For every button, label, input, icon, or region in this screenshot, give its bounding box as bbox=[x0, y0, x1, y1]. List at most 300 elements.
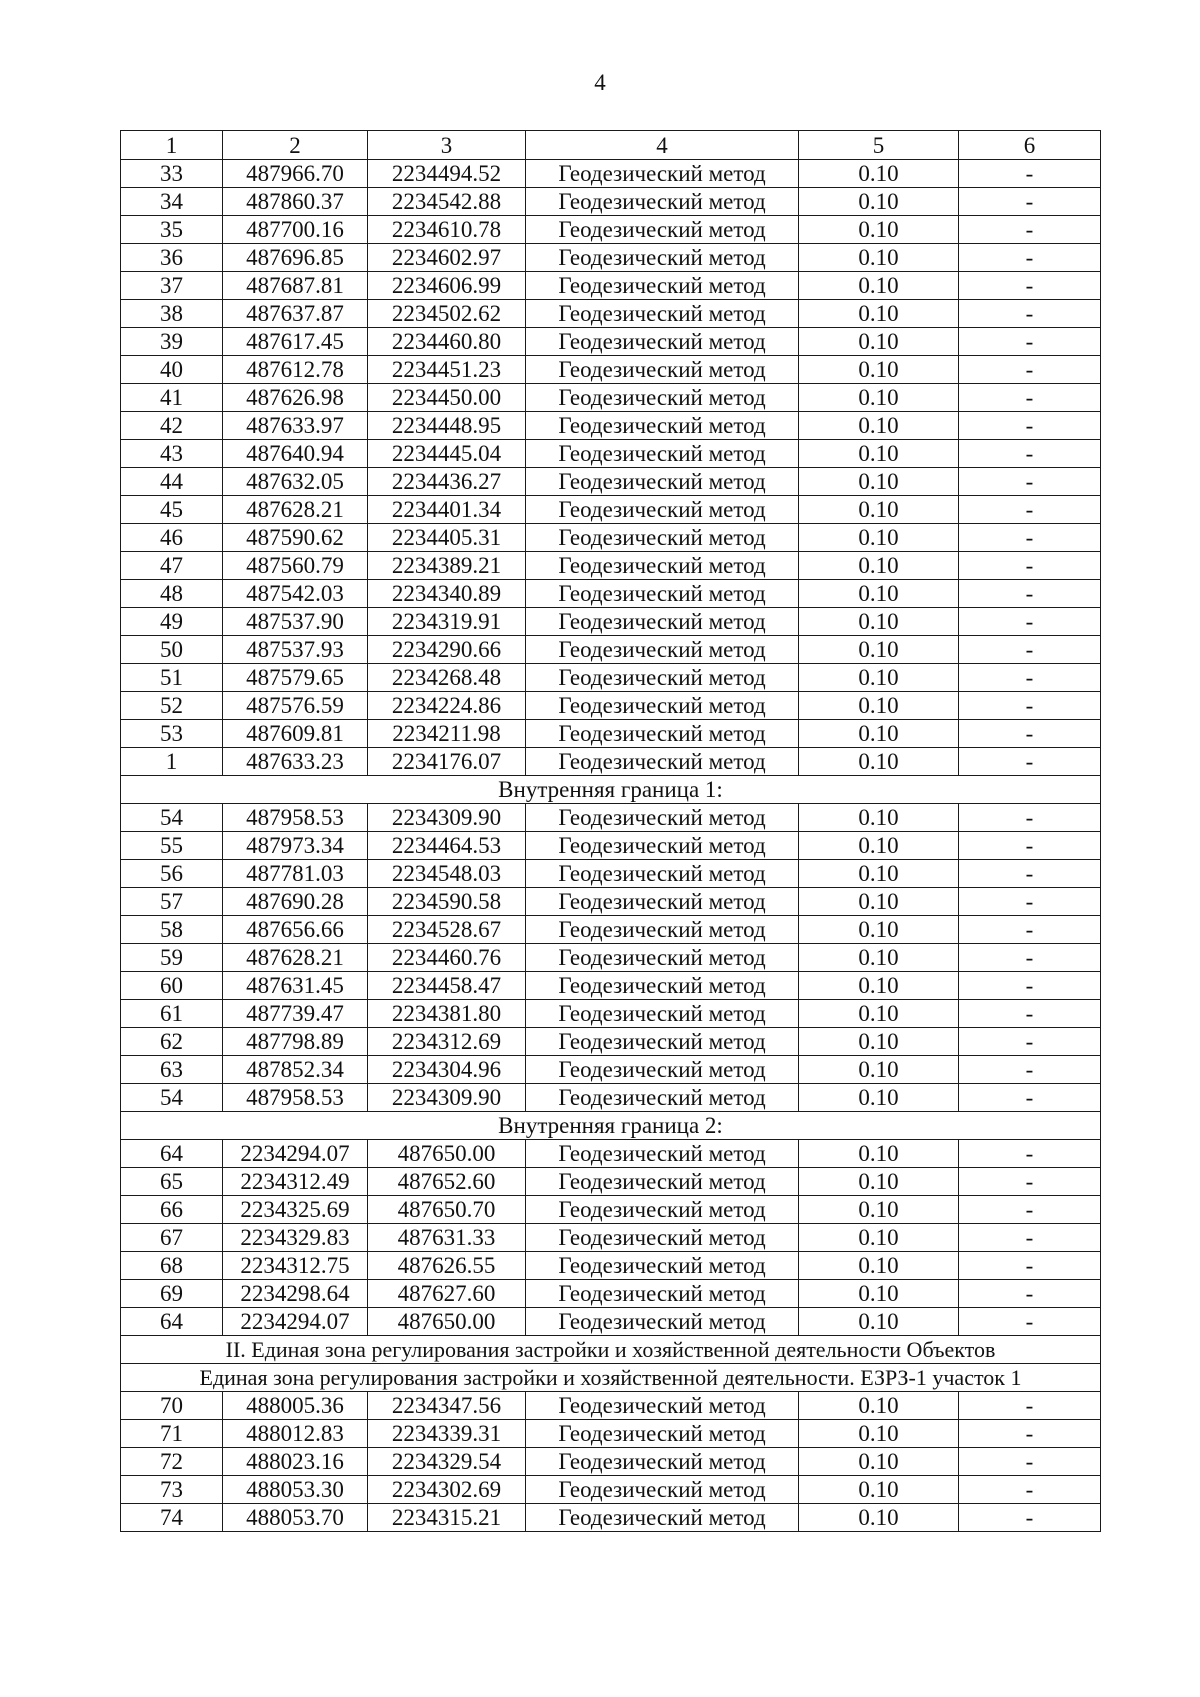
coordinate-x-cell: 487537.90 bbox=[223, 608, 368, 636]
coordinate-x-cell: 487579.65 bbox=[223, 664, 368, 692]
coordinate-x-cell: 487537.93 bbox=[223, 636, 368, 664]
note-cell: - bbox=[959, 384, 1101, 412]
point-number-cell: 51 bbox=[121, 664, 223, 692]
table-row bbox=[121, 972, 1101, 1000]
table-row bbox=[121, 1224, 1101, 1252]
point-number-cell: 56 bbox=[121, 860, 223, 888]
accuracy-cell: 0.10 bbox=[799, 216, 959, 244]
section-heading: Внутренняя граница 2: bbox=[121, 1112, 1101, 1140]
note-cell: - bbox=[959, 524, 1101, 552]
coordinate-y-cell: 2234401.34 bbox=[368, 496, 526, 524]
point-number-cell: 36 bbox=[121, 244, 223, 272]
coordinate-y-cell: 2234347.56 bbox=[368, 1392, 526, 1420]
accuracy-cell: 0.10 bbox=[799, 748, 959, 776]
point-number-cell: 69 bbox=[121, 1280, 223, 1308]
method-cell: Геодезический метод bbox=[526, 972, 799, 1000]
note-cell: - bbox=[959, 916, 1101, 944]
accuracy-cell: 0.10 bbox=[799, 1420, 959, 1448]
method-cell: Геодезический метод bbox=[526, 384, 799, 412]
coordinate-x-cell: 487632.05 bbox=[223, 468, 368, 496]
table-row bbox=[121, 1196, 1101, 1224]
coordinate-y-cell: 2234542.88 bbox=[368, 188, 526, 216]
coordinate-y-cell: 2234458.47 bbox=[368, 972, 526, 1000]
accuracy-cell: 0.10 bbox=[799, 328, 959, 356]
table-row bbox=[121, 160, 1101, 188]
coordinate-x-cell: 2234312.49 bbox=[223, 1168, 368, 1196]
coordinate-x-cell: 487656.66 bbox=[223, 916, 368, 944]
note-cell: - bbox=[959, 328, 1101, 356]
coordinate-y-cell: 2234389.21 bbox=[368, 552, 526, 580]
note-cell: - bbox=[959, 496, 1101, 524]
coordinate-x-cell: 487626.98 bbox=[223, 384, 368, 412]
table-row bbox=[121, 860, 1101, 888]
point-number-cell: 44 bbox=[121, 468, 223, 496]
coordinate-x-cell: 487700.16 bbox=[223, 216, 368, 244]
accuracy-cell: 0.10 bbox=[799, 1504, 959, 1532]
point-number-cell: 54 bbox=[121, 804, 223, 832]
coordinate-y-cell: 2234176.07 bbox=[368, 748, 526, 776]
note-cell: - bbox=[959, 1196, 1101, 1224]
method-cell: Геодезический метод bbox=[526, 1476, 799, 1504]
coordinate-y-cell: 487650.00 bbox=[368, 1308, 526, 1336]
point-number-cell: 60 bbox=[121, 972, 223, 1000]
column-number-cell: 1 bbox=[121, 131, 223, 160]
accuracy-cell: 0.10 bbox=[799, 188, 959, 216]
table-row bbox=[121, 1448, 1101, 1476]
coordinate-x-cell: 487696.85 bbox=[223, 244, 368, 272]
point-number-cell: 33 bbox=[121, 160, 223, 188]
coordinate-y-cell: 2234448.95 bbox=[368, 412, 526, 440]
column-number-cell: 6 bbox=[959, 131, 1101, 160]
note-cell: - bbox=[959, 832, 1101, 860]
accuracy-cell: 0.10 bbox=[799, 1252, 959, 1280]
note-cell: - bbox=[959, 552, 1101, 580]
section-heading: Единая зона регулирования застройки и хозяйственной деятельности. ЕЗРЗ-1 участок 1 bbox=[121, 1364, 1101, 1392]
coordinate-y-cell: 2234450.00 bbox=[368, 384, 526, 412]
coordinate-x-cell: 2234325.69 bbox=[223, 1196, 368, 1224]
accuracy-cell: 0.10 bbox=[799, 1028, 959, 1056]
note-cell: - bbox=[959, 216, 1101, 244]
accuracy-cell: 0.10 bbox=[799, 888, 959, 916]
note-cell: - bbox=[959, 1000, 1101, 1028]
coordinate-y-cell: 2234304.96 bbox=[368, 1056, 526, 1084]
coordinate-y-cell: 487650.70 bbox=[368, 1196, 526, 1224]
point-number-cell: 55 bbox=[121, 832, 223, 860]
accuracy-cell: 0.10 bbox=[799, 412, 959, 440]
accuracy-cell: 0.10 bbox=[799, 272, 959, 300]
method-cell: Геодезический метод bbox=[526, 440, 799, 468]
column-number-row bbox=[121, 131, 1101, 160]
table-row bbox=[121, 300, 1101, 328]
method-cell: Геодезический метод bbox=[526, 1504, 799, 1532]
coordinate-y-cell: 2234602.97 bbox=[368, 244, 526, 272]
accuracy-cell: 0.10 bbox=[799, 496, 959, 524]
method-cell: Геодезический метод bbox=[526, 748, 799, 776]
coordinate-y-cell: 2234460.80 bbox=[368, 328, 526, 356]
method-cell: Геодезический метод bbox=[526, 1084, 799, 1112]
method-cell: Геодезический метод bbox=[526, 692, 799, 720]
coordinate-y-cell: 2234405.31 bbox=[368, 524, 526, 552]
method-cell: Геодезический метод bbox=[526, 720, 799, 748]
table-row bbox=[121, 664, 1101, 692]
note-cell: - bbox=[959, 440, 1101, 468]
table-row bbox=[121, 748, 1101, 776]
coordinate-x-cell: 488053.30 bbox=[223, 1476, 368, 1504]
method-cell: Геодезический метод bbox=[526, 1056, 799, 1084]
coordinate-y-cell: 2234494.52 bbox=[368, 160, 526, 188]
coordinates-table-container bbox=[120, 130, 1100, 1532]
coordinate-y-cell: 487626.55 bbox=[368, 1252, 526, 1280]
coordinate-x-cell: 487958.53 bbox=[223, 804, 368, 832]
point-number-cell: 72 bbox=[121, 1448, 223, 1476]
method-cell: Геодезический метод bbox=[526, 888, 799, 916]
coordinate-x-cell: 488012.83 bbox=[223, 1420, 368, 1448]
method-cell: Геодезический метод bbox=[526, 664, 799, 692]
method-cell: Геодезический метод bbox=[526, 1196, 799, 1224]
table-row bbox=[121, 692, 1101, 720]
note-cell: - bbox=[959, 1028, 1101, 1056]
accuracy-cell: 0.10 bbox=[799, 1084, 959, 1112]
coordinate-x-cell: 2234294.07 bbox=[223, 1140, 368, 1168]
column-number-cell: 2 bbox=[223, 131, 368, 160]
method-cell: Геодезический метод bbox=[526, 1140, 799, 1168]
method-cell: Геодезический метод bbox=[526, 188, 799, 216]
note-cell: - bbox=[959, 1308, 1101, 1336]
coordinate-y-cell: 2234290.66 bbox=[368, 636, 526, 664]
point-number-cell: 73 bbox=[121, 1476, 223, 1504]
section-heading: Внутренняя граница 1: bbox=[121, 776, 1101, 804]
table-row bbox=[121, 1392, 1101, 1420]
accuracy-cell: 0.10 bbox=[799, 1448, 959, 1476]
coordinate-y-cell: 487650.00 bbox=[368, 1140, 526, 1168]
note-cell: - bbox=[959, 720, 1101, 748]
coordinate-y-cell: 2234445.04 bbox=[368, 440, 526, 468]
point-number-cell: 74 bbox=[121, 1504, 223, 1532]
coordinate-y-cell: 2234502.62 bbox=[368, 300, 526, 328]
section-heading-row bbox=[121, 1112, 1101, 1140]
column-number-cell: 3 bbox=[368, 131, 526, 160]
point-number-cell: 63 bbox=[121, 1056, 223, 1084]
method-cell: Геодезический метод bbox=[526, 300, 799, 328]
accuracy-cell: 0.10 bbox=[799, 244, 959, 272]
accuracy-cell: 0.10 bbox=[799, 524, 959, 552]
column-number-cell: 5 bbox=[799, 131, 959, 160]
point-number-cell: 64 bbox=[121, 1308, 223, 1336]
coordinate-x-cell: 487640.94 bbox=[223, 440, 368, 468]
note-cell: - bbox=[959, 1504, 1101, 1532]
note-cell: - bbox=[959, 300, 1101, 328]
accuracy-cell: 0.10 bbox=[799, 1392, 959, 1420]
accuracy-cell: 0.10 bbox=[799, 664, 959, 692]
point-number-cell: 41 bbox=[121, 384, 223, 412]
point-number-cell: 38 bbox=[121, 300, 223, 328]
coordinate-x-cell: 487612.78 bbox=[223, 356, 368, 384]
point-number-cell: 47 bbox=[121, 552, 223, 580]
coordinate-x-cell: 487860.37 bbox=[223, 188, 368, 216]
point-number-cell: 65 bbox=[121, 1168, 223, 1196]
note-cell: - bbox=[959, 608, 1101, 636]
coordinate-x-cell: 487628.21 bbox=[223, 944, 368, 972]
coordinate-x-cell: 487631.45 bbox=[223, 972, 368, 1000]
note-cell: - bbox=[959, 1392, 1101, 1420]
note-cell: - bbox=[959, 860, 1101, 888]
accuracy-cell: 0.10 bbox=[799, 972, 959, 1000]
table-row bbox=[121, 636, 1101, 664]
note-cell: - bbox=[959, 888, 1101, 916]
coordinate-x-cell: 487958.53 bbox=[223, 1084, 368, 1112]
table-row bbox=[121, 1308, 1101, 1336]
note-cell: - bbox=[959, 580, 1101, 608]
table-row bbox=[121, 1476, 1101, 1504]
coordinate-x-cell: 487560.79 bbox=[223, 552, 368, 580]
accuracy-cell: 0.10 bbox=[799, 860, 959, 888]
point-number-cell: 61 bbox=[121, 1000, 223, 1028]
table-row bbox=[121, 412, 1101, 440]
coordinate-y-cell: 487631.33 bbox=[368, 1224, 526, 1252]
coordinate-x-cell: 487966.70 bbox=[223, 160, 368, 188]
point-number-cell: 62 bbox=[121, 1028, 223, 1056]
note-cell: - bbox=[959, 1448, 1101, 1476]
accuracy-cell: 0.10 bbox=[799, 1280, 959, 1308]
point-number-cell: 39 bbox=[121, 328, 223, 356]
table-row bbox=[121, 384, 1101, 412]
table-row bbox=[121, 440, 1101, 468]
table-row bbox=[121, 944, 1101, 972]
table-row bbox=[121, 1056, 1101, 1084]
point-number-cell: 57 bbox=[121, 888, 223, 916]
note-cell: - bbox=[959, 1084, 1101, 1112]
table-row bbox=[121, 580, 1101, 608]
note-cell: - bbox=[959, 636, 1101, 664]
column-number-cell: 4 bbox=[526, 131, 799, 160]
coordinate-x-cell: 2234312.75 bbox=[223, 1252, 368, 1280]
method-cell: Геодезический метод bbox=[526, 1168, 799, 1196]
table-row bbox=[121, 888, 1101, 916]
note-cell: - bbox=[959, 1140, 1101, 1168]
method-cell: Геодезический метод bbox=[526, 804, 799, 832]
method-cell: Геодезический метод bbox=[526, 216, 799, 244]
point-number-cell: 48 bbox=[121, 580, 223, 608]
point-number-cell: 59 bbox=[121, 944, 223, 972]
coordinate-x-cell: 487633.97 bbox=[223, 412, 368, 440]
coordinate-x-cell: 487739.47 bbox=[223, 1000, 368, 1028]
coordinate-y-cell: 2234309.90 bbox=[368, 804, 526, 832]
table-row bbox=[121, 1252, 1101, 1280]
section-heading-row bbox=[121, 1364, 1101, 1392]
note-cell: - bbox=[959, 160, 1101, 188]
method-cell: Геодезический метод bbox=[526, 272, 799, 300]
note-cell: - bbox=[959, 468, 1101, 496]
accuracy-cell: 0.10 bbox=[799, 1224, 959, 1252]
coordinate-x-cell: 487781.03 bbox=[223, 860, 368, 888]
table-row bbox=[121, 328, 1101, 356]
method-cell: Геодезический метод bbox=[526, 1420, 799, 1448]
coordinate-y-cell: 2234590.58 bbox=[368, 888, 526, 916]
section-heading-row bbox=[121, 776, 1101, 804]
point-number-cell: 66 bbox=[121, 1196, 223, 1224]
table-row bbox=[121, 608, 1101, 636]
coordinate-y-cell: 2234548.03 bbox=[368, 860, 526, 888]
coordinates-table bbox=[120, 130, 1101, 1532]
table-row bbox=[121, 356, 1101, 384]
table-row bbox=[121, 1028, 1101, 1056]
coordinate-y-cell: 487652.60 bbox=[368, 1168, 526, 1196]
table-row bbox=[121, 272, 1101, 300]
coordinate-y-cell: 2234381.80 bbox=[368, 1000, 526, 1028]
page-number: 4 bbox=[594, 70, 606, 95]
note-cell: - bbox=[959, 748, 1101, 776]
table-row bbox=[121, 244, 1101, 272]
point-number-cell: 52 bbox=[121, 692, 223, 720]
table-row bbox=[121, 720, 1101, 748]
method-cell: Геодезический метод bbox=[526, 1392, 799, 1420]
coordinate-y-cell: 2234339.31 bbox=[368, 1420, 526, 1448]
note-cell: - bbox=[959, 1168, 1101, 1196]
accuracy-cell: 0.10 bbox=[799, 1476, 959, 1504]
point-number-cell: 54 bbox=[121, 1084, 223, 1112]
coordinate-y-cell: 2234329.54 bbox=[368, 1448, 526, 1476]
coordinate-x-cell: 487637.87 bbox=[223, 300, 368, 328]
point-number-cell: 71 bbox=[121, 1420, 223, 1448]
method-cell: Геодезический метод bbox=[526, 412, 799, 440]
point-number-cell: 46 bbox=[121, 524, 223, 552]
accuracy-cell: 0.10 bbox=[799, 1168, 959, 1196]
accuracy-cell: 0.10 bbox=[799, 1000, 959, 1028]
note-cell: - bbox=[959, 1280, 1101, 1308]
coordinate-x-cell: 487576.59 bbox=[223, 692, 368, 720]
note-cell: - bbox=[959, 1056, 1101, 1084]
accuracy-cell: 0.10 bbox=[799, 692, 959, 720]
note-cell: - bbox=[959, 1420, 1101, 1448]
method-cell: Геодезический метод bbox=[526, 1280, 799, 1308]
accuracy-cell: 0.10 bbox=[799, 468, 959, 496]
note-cell: - bbox=[959, 1252, 1101, 1280]
coordinate-x-cell: 2234329.83 bbox=[223, 1224, 368, 1252]
note-cell: - bbox=[959, 664, 1101, 692]
note-cell: - bbox=[959, 244, 1101, 272]
accuracy-cell: 0.10 bbox=[799, 1140, 959, 1168]
method-cell: Геодезический метод bbox=[526, 1028, 799, 1056]
method-cell: Геодезический метод bbox=[526, 552, 799, 580]
method-cell: Геодезический метод bbox=[526, 608, 799, 636]
coordinate-y-cell: 487627.60 bbox=[368, 1280, 526, 1308]
note-cell: - bbox=[959, 972, 1101, 1000]
coordinate-y-cell: 2234319.91 bbox=[368, 608, 526, 636]
section-heading-row bbox=[121, 1336, 1101, 1364]
coordinate-y-cell: 2234436.27 bbox=[368, 468, 526, 496]
method-cell: Геодезический метод bbox=[526, 1252, 799, 1280]
accuracy-cell: 0.10 bbox=[799, 944, 959, 972]
coordinate-x-cell: 487687.81 bbox=[223, 272, 368, 300]
coordinate-x-cell: 487690.28 bbox=[223, 888, 368, 916]
accuracy-cell: 0.10 bbox=[799, 720, 959, 748]
accuracy-cell: 0.10 bbox=[799, 384, 959, 412]
method-cell: Геодезический метод bbox=[526, 1448, 799, 1476]
table-row bbox=[121, 188, 1101, 216]
point-number-cell: 43 bbox=[121, 440, 223, 468]
table-row bbox=[121, 804, 1101, 832]
coordinate-x-cell: 2234298.64 bbox=[223, 1280, 368, 1308]
accuracy-cell: 0.10 bbox=[799, 552, 959, 580]
method-cell: Геодезический метод bbox=[526, 160, 799, 188]
accuracy-cell: 0.10 bbox=[799, 356, 959, 384]
coordinate-x-cell: 487798.89 bbox=[223, 1028, 368, 1056]
point-number-cell: 58 bbox=[121, 916, 223, 944]
note-cell: - bbox=[959, 412, 1101, 440]
method-cell: Геодезический метод bbox=[526, 636, 799, 664]
point-number-cell: 45 bbox=[121, 496, 223, 524]
point-number-cell: 67 bbox=[121, 1224, 223, 1252]
point-number-cell: 37 bbox=[121, 272, 223, 300]
coordinate-y-cell: 2234528.67 bbox=[368, 916, 526, 944]
table-row bbox=[121, 1084, 1101, 1112]
point-number-cell: 40 bbox=[121, 356, 223, 384]
note-cell: - bbox=[959, 944, 1101, 972]
section-heading: II. Единая зона регулирования застройки и хозяйственной деятельности Объектов bbox=[121, 1336, 1101, 1364]
table-row bbox=[121, 1420, 1101, 1448]
method-cell: Геодезический метод bbox=[526, 328, 799, 356]
table-row bbox=[121, 552, 1101, 580]
point-number-cell: 68 bbox=[121, 1252, 223, 1280]
method-cell: Геодезический метод bbox=[526, 944, 799, 972]
method-cell: Геодезический метод bbox=[526, 1224, 799, 1252]
accuracy-cell: 0.10 bbox=[799, 1056, 959, 1084]
note-cell: - bbox=[959, 1476, 1101, 1504]
coordinate-y-cell: 2234340.89 bbox=[368, 580, 526, 608]
method-cell: Геодезический метод bbox=[526, 1308, 799, 1336]
method-cell: Геодезический метод bbox=[526, 860, 799, 888]
point-number-cell: 53 bbox=[121, 720, 223, 748]
note-cell: - bbox=[959, 804, 1101, 832]
table-row bbox=[121, 1280, 1101, 1308]
accuracy-cell: 0.10 bbox=[799, 608, 959, 636]
point-number-cell: 64 bbox=[121, 1140, 223, 1168]
coordinate-x-cell: 487628.21 bbox=[223, 496, 368, 524]
note-cell: - bbox=[959, 188, 1101, 216]
coordinate-y-cell: 2234451.23 bbox=[368, 356, 526, 384]
accuracy-cell: 0.10 bbox=[799, 160, 959, 188]
coordinate-x-cell: 488053.70 bbox=[223, 1504, 368, 1532]
coordinate-x-cell: 2234294.07 bbox=[223, 1308, 368, 1336]
coordinate-x-cell: 488005.36 bbox=[223, 1392, 368, 1420]
coordinate-y-cell: 2234309.90 bbox=[368, 1084, 526, 1112]
coordinate-y-cell: 2234224.86 bbox=[368, 692, 526, 720]
coordinate-x-cell: 488023.16 bbox=[223, 1448, 368, 1476]
coordinate-y-cell: 2234464.53 bbox=[368, 832, 526, 860]
table-body bbox=[121, 131, 1101, 1532]
method-cell: Геодезический метод bbox=[526, 468, 799, 496]
table-row bbox=[121, 496, 1101, 524]
accuracy-cell: 0.10 bbox=[799, 804, 959, 832]
coordinate-y-cell: 2234606.99 bbox=[368, 272, 526, 300]
accuracy-cell: 0.10 bbox=[799, 1308, 959, 1336]
method-cell: Геодезический метод bbox=[526, 1000, 799, 1028]
coordinate-y-cell: 2234268.48 bbox=[368, 664, 526, 692]
method-cell: Геодезический метод bbox=[526, 244, 799, 272]
table-row bbox=[121, 1000, 1101, 1028]
note-cell: - bbox=[959, 692, 1101, 720]
coordinate-x-cell: 487542.03 bbox=[223, 580, 368, 608]
coordinate-y-cell: 2234302.69 bbox=[368, 1476, 526, 1504]
table-row bbox=[121, 468, 1101, 496]
method-cell: Геодезический метод bbox=[526, 580, 799, 608]
accuracy-cell: 0.10 bbox=[799, 1196, 959, 1224]
coordinate-x-cell: 487633.23 bbox=[223, 748, 368, 776]
accuracy-cell: 0.10 bbox=[799, 300, 959, 328]
note-cell: - bbox=[959, 1224, 1101, 1252]
method-cell: Геодезический метод bbox=[526, 496, 799, 524]
accuracy-cell: 0.10 bbox=[799, 832, 959, 860]
